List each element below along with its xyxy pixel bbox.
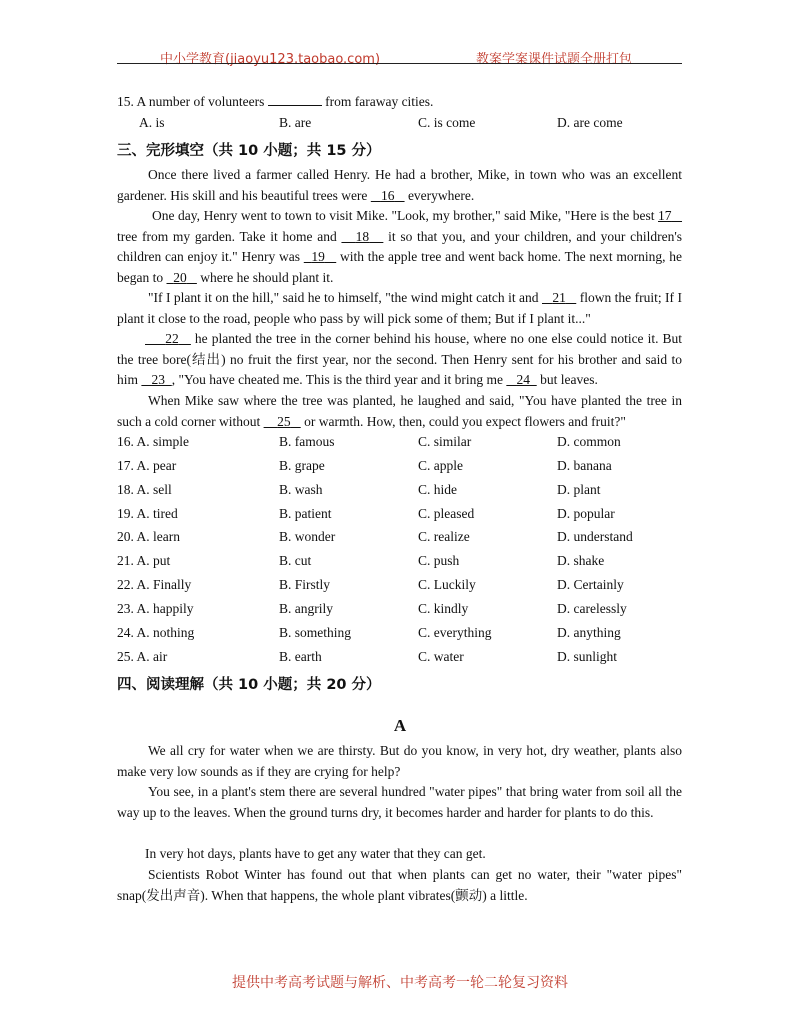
q22-option-d: D. Certainly (557, 577, 624, 592)
cloze-text: or warmth. How, then, could you expect flowers and fruit?" (300, 413, 626, 429)
blank-18-number: 18 (355, 228, 370, 244)
cloze-text: , "You have cheated me. This is the third year and it bring me (171, 372, 507, 388)
blank-24-number: 24 (516, 372, 530, 388)
q25-option-d: D. sunlight (557, 649, 618, 664)
header-divider (117, 63, 682, 64)
q17-option-b: B. grape (279, 458, 325, 473)
cloze-text: Once there lived a farmer called Henry. He had a brother, Mike, in town who was an excellent gardener. His skill and his beautiful trees were (117, 167, 682, 203)
q17-option-d: D. banana (557, 458, 612, 473)
q18-option-d: D. plant (557, 482, 601, 497)
q16-options (117, 432, 682, 452)
q22-option-b: B. Firstly (279, 577, 331, 592)
blank-23 (141, 372, 171, 387)
blank-19 (304, 249, 336, 264)
q15-blank (268, 93, 322, 106)
q15-stem-after: from faraway cities. (325, 94, 434, 109)
q24-option-d: D. anything (557, 625, 621, 640)
blank-17 (658, 208, 682, 223)
q16-option-a: 16. A. simple (117, 434, 190, 449)
q15-option-c: C. is come (418, 115, 476, 130)
q15-option-d: D. are come (557, 115, 623, 130)
q24-option-a: 24. A. nothing (117, 625, 195, 640)
blank-16 (371, 188, 405, 203)
cloze-text: everywhere. (404, 187, 475, 203)
cloze-text: where he should plant it. (196, 269, 334, 285)
q18-option-c: C. hide (418, 482, 457, 497)
q15-stem-before: 15. A number of volunteers (117, 94, 265, 109)
q20-option-b: B. wonder (279, 529, 336, 544)
blank-20-number: 20 (173, 269, 187, 285)
q20-option-c: C. realize (418, 529, 470, 544)
q17-option-c: C. apple (418, 458, 463, 473)
cloze-text: When Mike saw where the tree was planted, he laughed and said, "You have planted the tree in such a cold corner without (117, 393, 682, 429)
cloze-text: he planted the tree in the corner behind his house, where no one else could notice it. But the tree bore(结出) no fruit the first year, nor the second. Then Henry sent for his brother and said to him (117, 331, 683, 388)
q22-options (117, 575, 682, 595)
blank-25 (264, 414, 301, 429)
q24-options (117, 623, 682, 643)
q18-options (117, 480, 682, 500)
q19-option-a: 19. A. tired (117, 506, 178, 521)
section4-title: 四、阅读理解（共 10 小题；共 20 分） (117, 677, 381, 693)
blank-24 (506, 372, 536, 387)
blank-23-number: 23 (151, 372, 166, 388)
q15-options (117, 113, 682, 133)
cloze-text: but leaves. (536, 372, 598, 388)
q23-option-b: B. angrily (279, 601, 333, 616)
reading-paragraph-3: In very hot days, plants have to get any water that they can get. (145, 846, 486, 861)
q24-option-b: B. something (279, 625, 352, 640)
cloze-text: tree from my garden. Take it home and (117, 228, 342, 244)
cloze-text: One day, Henry went to town to visit Mike. "Look, my brother," said Mike, "Here is the best (152, 208, 659, 223)
q15-stem (117, 92, 433, 112)
reading-paragraph-4: Scientists Robot Winter has found out that when plants can get no water, their "water pipes" snap(发出声音). When that happens, the whole plant vibrates(颤动) a little. (117, 867, 682, 903)
q20-options (117, 527, 682, 547)
q18-option-b: B. wash (279, 482, 323, 497)
cloze-text: flown the fruit; If I plant it close to the road, people who pass by will pick some of them; But if I plant it..." (117, 290, 683, 326)
q19-option-d: D. popular (557, 506, 615, 521)
blank-20 (167, 270, 197, 285)
blank-25-number: 25 (277, 413, 291, 429)
section3-title: 三、完形填空（共 10 小题；共 15 分） (117, 143, 381, 159)
header-right: 教案学案课件试题全册打包 (476, 52, 633, 67)
q20-option-a: 20. A. learn (117, 529, 180, 544)
q18-option-a: 18. A. sell (117, 482, 172, 497)
q22-option-a: 22. A. Finally (117, 577, 192, 592)
reading-paragraph-1: We all cry for water when we are thirsty. But do you know, in very hot, dry weather, plants also make very low sounds as if they are crying for help? (117, 743, 682, 779)
q20-option-d: D. understand (557, 529, 633, 544)
blank-21 (542, 290, 576, 305)
blank-18 (341, 229, 383, 244)
reading-paragraph-2: You see, in a plant's stem there are several hundred "water pipes" that bring water from soil all the way up to the leaves. When the ground turns dry, it becomes harder and harder for plants to do this. (117, 784, 682, 820)
blank-21-number: 21 (552, 290, 566, 305)
q15-option-a: A. is (139, 115, 165, 130)
q25-option-c: C. water (418, 649, 464, 664)
header-left: 中小学教育(jiaoyu123.taobao.com) (160, 52, 381, 67)
blank-19-number: 19 (311, 249, 325, 265)
cloze-text: it so that you, and your children, and your children's children can enjoy it." Henry was (117, 228, 683, 265)
q19-option-b: B. patient (279, 506, 332, 521)
q21-options (117, 551, 682, 571)
footer-promo: 提供中考高考试题与解析、中考高考一轮二轮复习资料 (232, 975, 568, 991)
q17-option-a: 17. A. pear (117, 458, 177, 473)
cloze-paragraph-3 (117, 288, 682, 329)
q21-option-b: B. cut (279, 553, 312, 568)
blank-17-number: 17 (658, 208, 672, 223)
cloze-paragraph-2 (117, 206, 682, 288)
cloze-text: with the apple tree and went back home. The next morning, he began to (117, 249, 683, 285)
q16-option-d: D. common (557, 434, 621, 449)
cloze-text: "If I plant it on the hill," said he to himself, "the wind might catch it and (148, 290, 542, 305)
blank-16-number: 16 (380, 187, 395, 203)
passage-title: A (393, 716, 407, 735)
q25-option-a: 25. A. air (117, 649, 168, 664)
q16-option-b: B. famous (279, 434, 335, 449)
q19-options (117, 504, 682, 524)
q25-option-b: B. earth (279, 649, 322, 664)
cloze-paragraph-4 (117, 329, 682, 391)
q24-option-c: C. everything (418, 625, 492, 640)
q19-option-c: C. pleased (418, 506, 475, 521)
q25-options (117, 647, 682, 667)
q23-option-a: 23. A. happily (117, 601, 194, 616)
q15-option-b: B. are (279, 115, 312, 130)
q16-option-c: C. similar (418, 434, 472, 449)
q21-option-d: D. shake (557, 553, 605, 568)
q22-option-c: C. Luckily (418, 577, 476, 592)
cloze-paragraph-5 (117, 391, 682, 432)
q23-option-c: C. kindly (418, 601, 469, 616)
blank-22-number: 22 (165, 331, 179, 346)
q21-option-a: 21. A. put (117, 553, 171, 568)
q21-option-c: C. push (418, 553, 460, 568)
q17-options (117, 456, 682, 476)
q23-option-d: D. carelessly (557, 601, 627, 616)
q23-options (117, 599, 682, 619)
cloze-paragraph-1 (117, 165, 682, 206)
blank-22 (145, 331, 191, 346)
